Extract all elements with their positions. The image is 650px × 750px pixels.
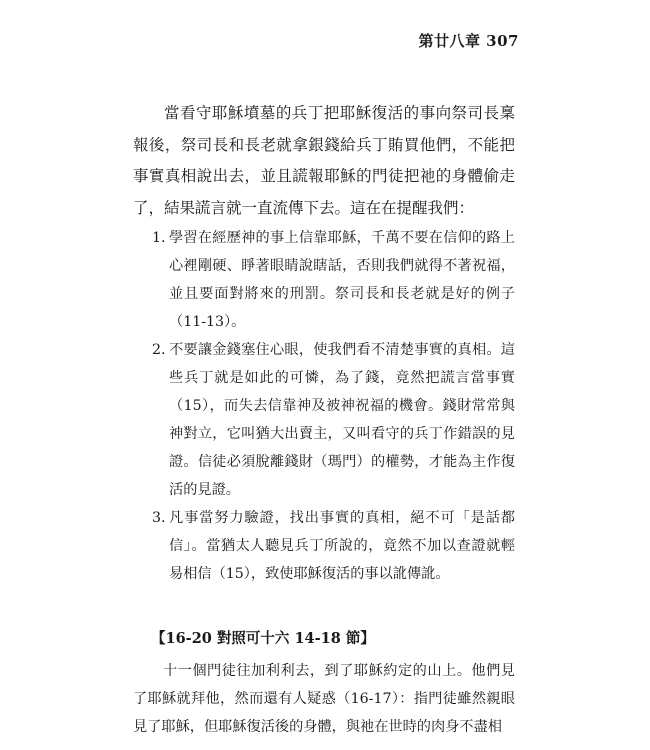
list-text: 凡事當努力驗證，找出事實的真相，絕不可「是話都信」。當猶太人聽見兵丁所說的，竟然不加以查證就輕易相信（15），致使耶穌復活的事以訛傳訛。 <box>169 510 515 582</box>
list-text: 學習在經歷神的事上信靠耶穌，千萬不要在信仰的路上心裡剛硬、睜著眼睛說瞎話，否則我們就得不著祝福，並且要面對將來的刑罰。祭司長和長老就是好的例子（11-13）。 <box>169 230 515 330</box>
section-heading: 【16-20 對照可十六 14-18 節】 <box>151 630 375 647</box>
list-item <box>133 504 515 588</box>
section-paragraph: 十一個門徒往加利利去，到了耶穌約定的山上。他們見了耶穌就拜他，然而還有人疑惑（16-17）：指門徒雖然親眼見了耶穌，但耶穌復活後的身體，與祂在世時的肉身不盡相 <box>133 663 515 735</box>
list-item <box>133 336 515 504</box>
list-item <box>133 224 515 336</box>
intro-paragraph: 當看守耶穌墳墓的兵丁把耶穌復活的事向祭司長稟報後，祭司長和長老就拿銀錢給兵丁賄買他們，不能把事實真相說出去，並且謊報耶穌的門徒把祂的身體偷走了，結果謊言就一直流傳下去。這在在提醒我們： <box>133 104 515 217</box>
list-text: 不要讓金錢塞住心眼，使我們看不清楚事實的真相。這些兵丁就是如此的可憐，為了錢，竟然把謊言當事實（15），而失去信靠神及被神祝福的機會。錢財常常與神對立，它叫猶大出賣主，又叫看守的兵丁作錯誤的見證。信徒必須脫離錢財（瑪門）的權勢，才能為主作復活的見證。 <box>169 342 515 498</box>
page-body <box>133 98 515 741</box>
list-number: 1. <box>152 230 166 246</box>
page-header: 第廿八章 307 <box>418 32 519 50</box>
lesson-list <box>133 224 515 588</box>
list-number: 2. <box>152 342 166 358</box>
list-number: 3. <box>152 510 166 526</box>
